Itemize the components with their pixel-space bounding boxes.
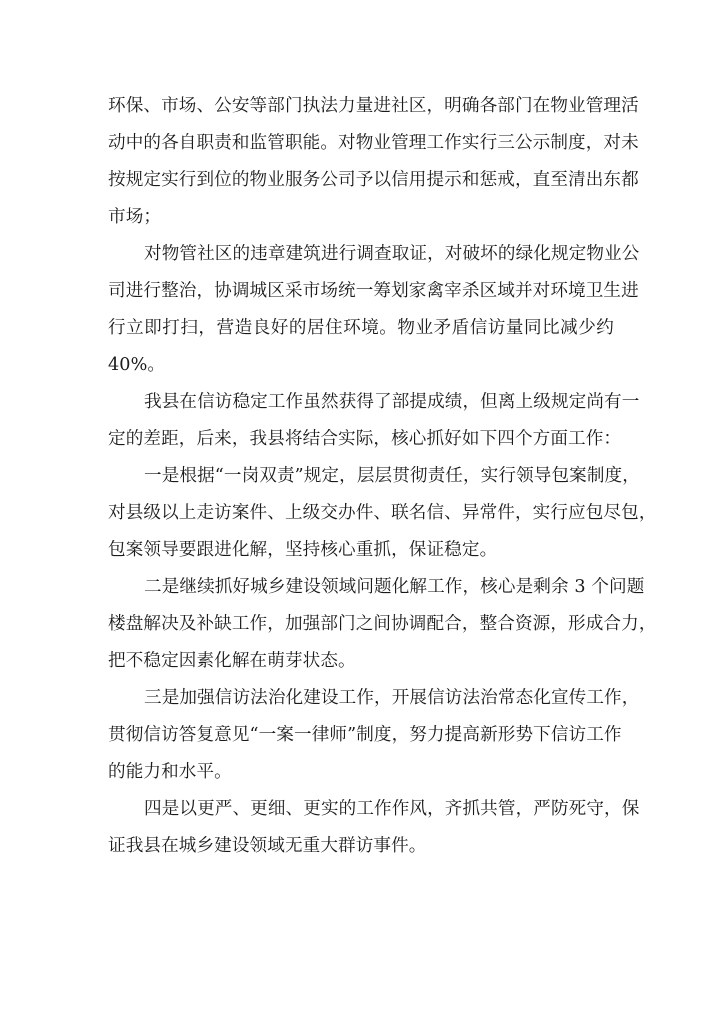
text-line: 二是继续抓好城乡建设领域问题化解工作，核心是剩余 3 个问题 [144, 577, 645, 597]
text-line: 一是根据“一岗双责”规定，层层贯彻责任，实行领导包案制度， [144, 466, 640, 486]
text-line: 司进行整治，协调城区采市场统一筹划家禽宰杀区域并对环境卫生进 [108, 281, 639, 301]
paragraph-6 [108, 680, 640, 791]
text-line: 定的差距，后来，我县将结合实际，核心抓好如下四个方面工作： [108, 429, 622, 449]
text-line: 对物管社区的违章建筑进行调查取证，对破坏的绿化规定物业公 [144, 244, 640, 264]
paragraph-4 [108, 458, 657, 569]
text-line: 包案领导要跟进化解，坚持核心重抓，保证稳定。 [108, 540, 498, 560]
paragraph-5 [108, 569, 657, 680]
text-line: 对县级以上走访案件、上级交办件、联名信、异常件，实行应包尽包， [108, 503, 657, 523]
text-line: 按规定实行到位的物业服务公司予以信用提示和惩戒，直至清出东都 [108, 170, 639, 190]
text-line: 四是以更严、更细、更实的工作作风，齐抓共管，严防死守，保 [144, 799, 640, 819]
document-page [108, 88, 657, 865]
text-line: 的能力和水平。 [108, 762, 232, 782]
text-line: 40%。 [108, 355, 166, 375]
text-line: 证我县在城乡建设领域无重大群访事件。 [108, 836, 427, 856]
text-line: 贯彻信访答复意见“一案一律师”制度，努力提高新形势下信访工作 [108, 725, 622, 745]
text-line: 把不稳定因素化解在萌芽状态。 [108, 651, 356, 671]
paragraph-7 [108, 791, 640, 865]
text-line: 楼盘解决及补缺工作，加强部门之间协调配合，整合资源，形成合力， [108, 614, 657, 634]
paragraph-1 [108, 88, 639, 236]
text-line: 三是加强信访法治化建设工作，开展信访法治常态化宣传工作， [144, 688, 640, 708]
text-line: 市场； [108, 207, 162, 227]
text-line: 行立即打扫，营造良好的居住环境。物业矛盾信访量同比减少约 [108, 318, 614, 338]
text-line: 动中的各自职责和监管职能。对物业管理工作实行三公示制度，对未 [108, 133, 639, 153]
text-line: 我县在信访稳定工作虽然获得了部提成绩，但离上级规定尚有一 [144, 392, 640, 412]
text-line: 环保、市场、公安等部门执法力量进社区，明确各部门在物业管理活 [108, 96, 639, 116]
paragraph-2 [108, 236, 640, 384]
paragraph-3 [108, 384, 640, 458]
